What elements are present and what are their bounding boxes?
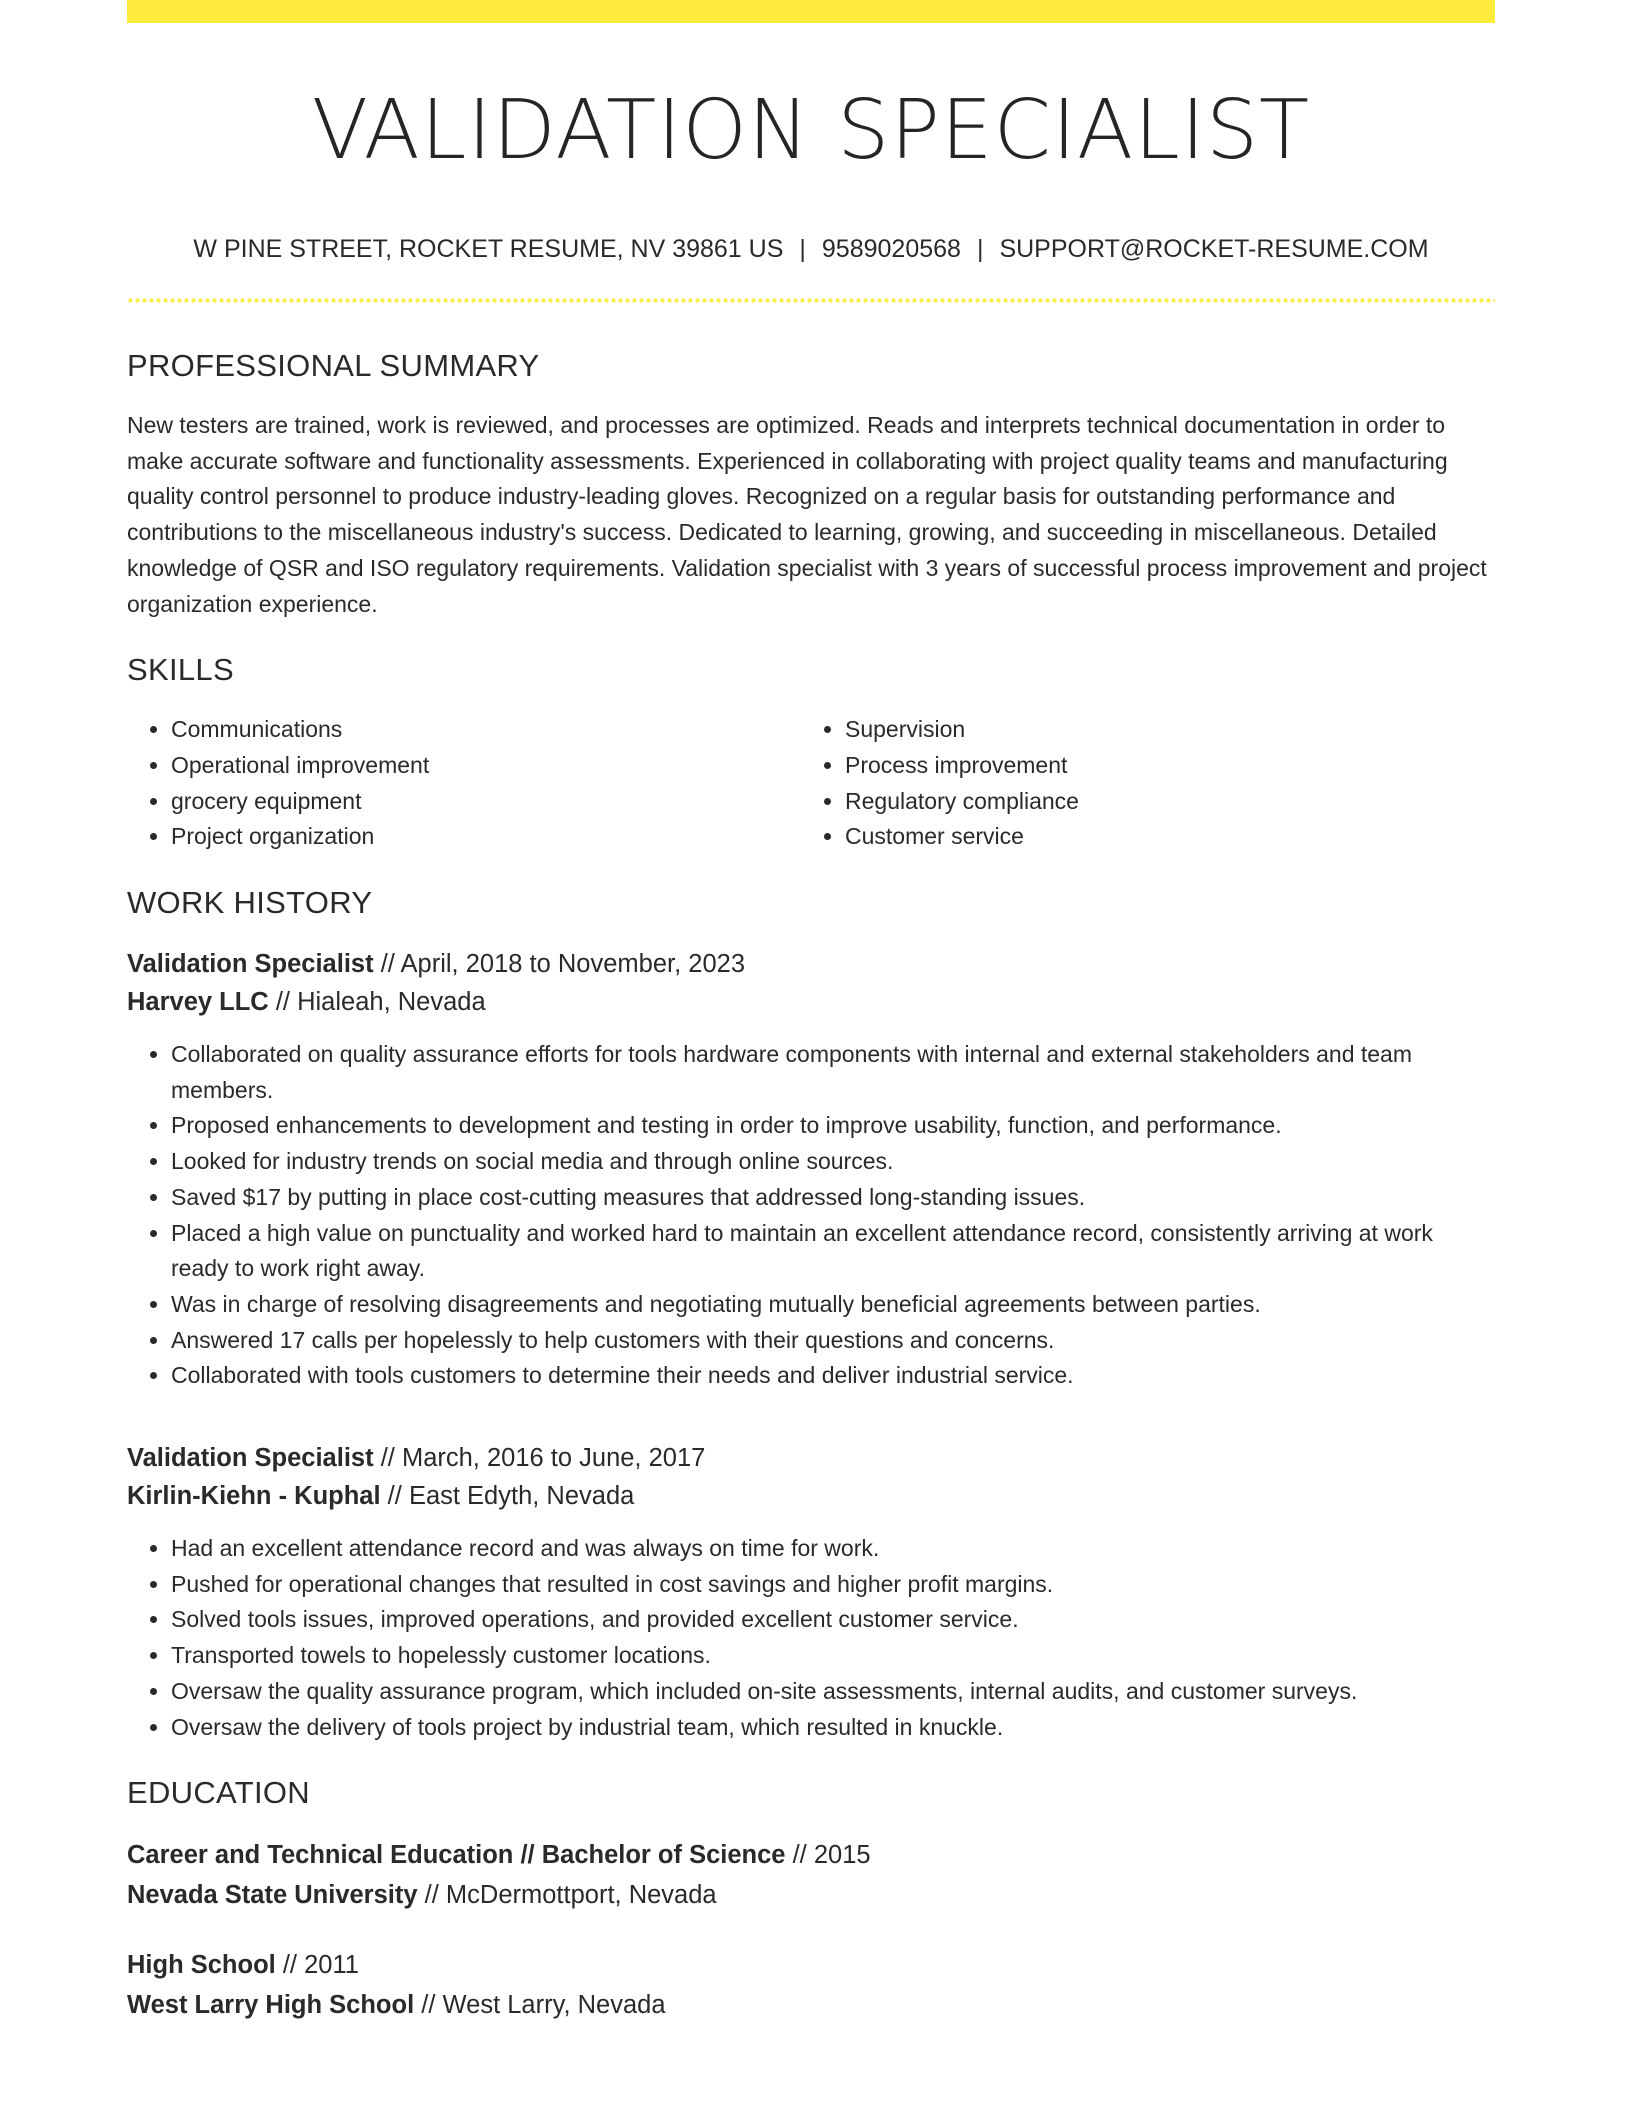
skills-heading: SKILLS (127, 652, 234, 688)
job-role-line (127, 1439, 1495, 1477)
skill-item: • grocery equipment (171, 784, 801, 820)
job-bullet: • Proposed enhancements to development and testing in order to improve usability, function, and performance. (171, 1108, 1495, 1144)
contact-separator: | (799, 235, 806, 263)
skill-item: • Supervision (845, 712, 1475, 748)
skill-item: • Project organization (171, 819, 801, 855)
job-entry (127, 1439, 1495, 1745)
contact-email: SUPPORT@ROCKET-RESUME.COM (999, 235, 1429, 263)
skill-item: • Operational improvement (171, 748, 801, 784)
job-bullet: • Pushed for operational changes that resulted in cost savings and higher profit margins. (171, 1567, 1495, 1603)
job-location: Hialeah, Nevada (297, 988, 486, 1017)
job-company: Kirlin-Kiehn - Kuphal (127, 1482, 381, 1511)
job-bullet: • Saved $17 by putting in place cost-cutting measures that addressed long-standing issues. (171, 1180, 1495, 1216)
job-company-line (127, 1477, 1495, 1515)
divider: // (380, 950, 395, 979)
resume-page (127, 0, 1495, 2025)
divider: // (421, 1991, 436, 2020)
summary-heading: PROFESSIONAL SUMMARY (127, 348, 540, 383)
education-entry (127, 1945, 1495, 2025)
job-bullet: • Placed a high value on punctuality and worked hard to maintain an excellent attendance record, consistently arriving at work ready to work right away. (171, 1216, 1495, 1287)
job-bullet: • Looked for industry trends on social media and through online sources. (171, 1144, 1495, 1180)
job-bullet: • Oversaw the delivery of tools project by industrial team, which resulted in knuckle. (171, 1710, 1495, 1746)
job-company-line (127, 983, 1495, 1021)
job-bullet: • Solved tools issues, improved operations, and provided excellent customer service. (171, 1602, 1495, 1638)
dotted-divider (127, 298, 1495, 303)
contact-phone: 9589020568 (821, 235, 961, 263)
skill-item: • Customer service (845, 819, 1475, 855)
job-bullets (127, 1531, 1495, 1745)
job-location: East Edyth, Nevada (408, 1482, 635, 1511)
skill-item: • Regulatory compliance (845, 784, 1475, 820)
job-role: Validation Specialist (127, 950, 374, 979)
education-degree-line (127, 1835, 1495, 1875)
divider: // (282, 1951, 298, 1980)
contact-separator: | (976, 235, 984, 263)
divider: // (275, 988, 290, 1017)
contact-address: W PINE STREET, ROCKET RESUME, NV 39861 US (193, 235, 784, 263)
job-bullet: • Oversaw the quality assurance program, which included on-site assessments, internal audits, and customer surveys. (171, 1674, 1495, 1710)
job-role: Validation Specialist (127, 1444, 374, 1473)
skill-item: • Process improvement (845, 748, 1475, 784)
job-dates: April, 2018 to November, 2023 (400, 950, 746, 979)
skill-item: • Communications (171, 712, 801, 748)
skills-list (127, 712, 1495, 855)
education-location: West Larry, Nevada (442, 1991, 666, 2020)
skills-column-right (801, 712, 1475, 855)
divider: // (387, 1482, 402, 1511)
divider: // (424, 1881, 439, 1910)
education-school-line (127, 1985, 1495, 2025)
summary-text: New testers are trained, work is reviewed, and processes are optimized. Reads and interprets technical documentation in order to make accurate software and functionality assessments. Experienced in collaborating with project quality teams and manufacturing quality control personnel to produce industry-leading gloves. Recognized on a regular basis for outstanding performance and contributions to the miscellaneous industry's success. Dedicated to learning, growing, and succeeding in miscellaneous. Detailed knowledge of QSR and ISO regulatory requirements. Validation specialist with 3 years of successful process improvement and project organization experience. (127, 412, 1487, 617)
education-school: West Larry High School (127, 1991, 415, 2020)
education-degree-line (127, 1945, 1495, 1985)
accent-top-bar (127, 0, 1495, 23)
education-school: Nevada State University (127, 1881, 418, 1910)
job-bullet: • Answered 17 calls per hopelessly to help customers with their questions and concerns. (171, 1323, 1495, 1359)
work-history-heading: WORK HISTORY (127, 885, 373, 921)
contact-line (127, 233, 1495, 265)
job-bullet: • Collaborated with tools customers to determine their needs and deliver industrial service. (171, 1358, 1495, 1394)
education-year: 2015 (813, 1841, 871, 1870)
skills-column-left (127, 712, 801, 855)
job-bullet: • Transported towels to hopelessly customer locations. (171, 1638, 1495, 1674)
education-location: McDermottport, Nevada (445, 1881, 717, 1910)
divider: // (380, 1444, 395, 1473)
page-title: VALIDATION SPECIALIST (311, 83, 1311, 178)
education-entry (127, 1835, 1495, 1915)
education-heading: EDUCATION (127, 1775, 310, 1811)
job-bullet: • Was in charge of resolving disagreements and negotiating mutually beneficial agreements between parties. (171, 1287, 1495, 1323)
education-school-line (127, 1875, 1495, 1915)
job-company: Harvey LLC (127, 988, 269, 1017)
education-year: 2011 (304, 1951, 359, 1980)
job-dates: March, 2016 to June, 2017 (401, 1444, 706, 1473)
job-bullet: • Collaborated on quality assurance efforts for tools hardware components with internal and external stakeholders and team members. (171, 1037, 1495, 1108)
job-role-line (127, 945, 1495, 983)
job-bullets (127, 1037, 1495, 1394)
divider: // (792, 1841, 807, 1870)
education-degree: High School (127, 1951, 276, 1980)
education-degree: Career and Technical Education // Bachelor of Science (127, 1841, 786, 1870)
job-entry (127, 945, 1495, 1394)
job-bullet: • Had an excellent attendance record and was always on time for work. (171, 1531, 1495, 1567)
